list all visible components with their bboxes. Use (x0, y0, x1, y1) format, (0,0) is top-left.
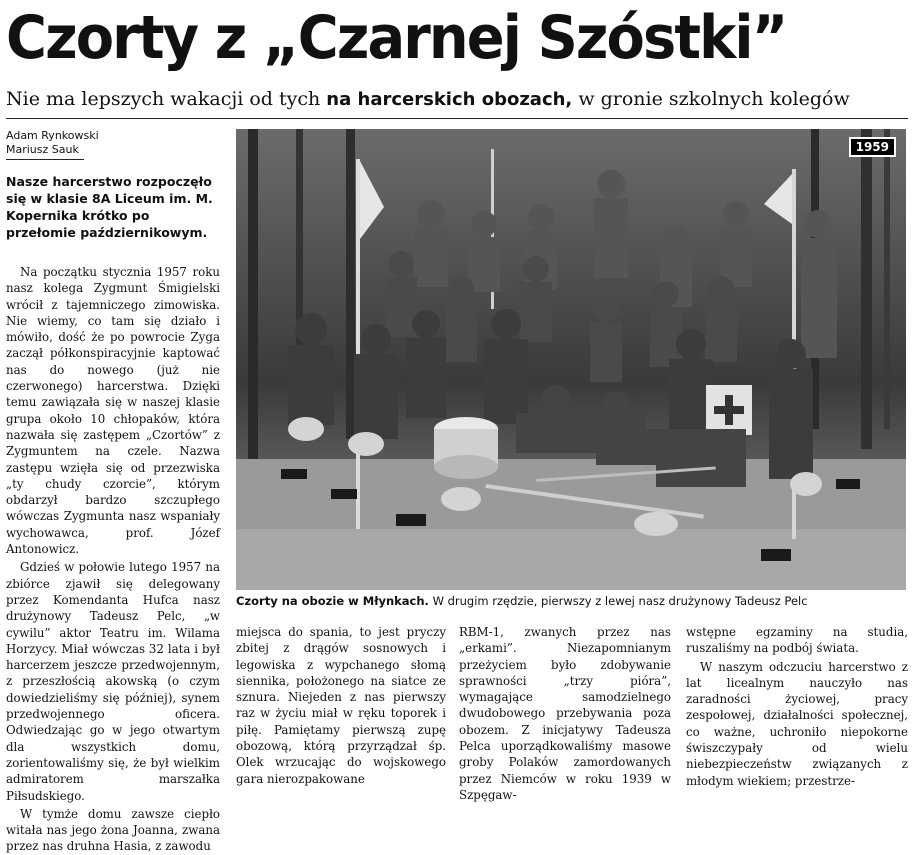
byline (6, 129, 206, 160)
caption-bold: Czorty na obozie w Młynkach. (236, 594, 429, 608)
paragraph: Gdzieś w połowie lutego 1957 na zbiórce zjawił się delegowany przez Komendanta Hufca nasz drużynowy Tadeusz Pelc, „w cywilu” aktor Teatru im. Wilama Horzycy. Miał wówczas 32 lata i był harcerzem jeszcze przedwojennym, z przeszłością akowską (o czym dowiedzieliśmy się później), synem przedwojennego oficera. Odwiedzając go w jego otwartym dla wszystkich domu, zorientowaliśmy się, że był wielkim admiratorem marszałka Piłsudskiego. (6, 560, 220, 803)
caption-text: W drugim rzędzie, pierwszy z lewej nasz drużynowy Tadeusz Pelc (428, 594, 808, 608)
paragraph: wstępne egzaminy na studia, ruszaliśmy na podbój świata. (686, 625, 908, 656)
photo-caption (236, 593, 906, 609)
byline-divider (6, 159, 84, 160)
year-badge: 1959 (849, 137, 896, 157)
paragraph: W naszym odczuciu harcerstwo z lat licealnym nauczyło nas zaradności życiowej, pracy zespołowej, działalności społecznej, co ważne, uchroniło niepokorne świszczypały od wielu niebezpieczeństw związanych z młodym wiekiem; przestrze- (686, 659, 908, 788)
author-name: Mariusz Sauk (6, 143, 79, 156)
subhead-post: w gronie szkolnych kolegów (572, 88, 850, 110)
paragraph: miejsca do spania, to jest pryczy zbitej z drągów sosnowych i legowiska z wypchanego słomą siennika, położonego na siatce ze sznura. Niejeden z nas pierwszy raz w życiu miał w ręku toporek i piłę. Pamiętamy pierwszą zupę obozową, którą przyrządzał śp. Olek wrzucając do wojskowego gara nierozpakowane (236, 625, 446, 786)
subhead-bold: na harcerskich obozach, (326, 89, 573, 110)
subhead-pre: Nie ma lepszych wakacji od tych (6, 88, 327, 110)
article-column-2 (236, 624, 446, 786)
photo-illustration (236, 129, 906, 590)
headline: Czorty z „Czarnej Szóstki” (6, 3, 787, 73)
author-name: Adam Rynkowski (6, 129, 99, 142)
article-column-1 (6, 264, 220, 854)
paragraph: RBM-1, zwanych przez nas „erkami”. Niezapomnianym przeżyciem było zdobywanie sprawności „trzy pióra”, wymagające samodzielnego dwudobowego przebywania poza obozem. Z inicjatywy Tadeusza Pelca uporządkowaliśmy masowe groby Polaków zamordowanych przez Niemców w roku 1939 w Szpęgaw- (459, 625, 671, 802)
article-column-3 (459, 624, 671, 802)
subheadline (6, 87, 906, 112)
article-column-4 (686, 624, 908, 788)
paragraph: W tymże domu zawsze ciepło witała nas jego żona Joanna, zwana przez nas druhna Hasia, z zawodu (6, 806, 220, 854)
paragraph: Na początku stycznia 1957 roku nasz kolega Zygmunt Śmigielski wrócił z tajemniczego zimowiska. Nie wiemy, co tam się działo i mówiło, dość że po powrocie Zyga zaczął półkonspiracyjnie kaptować nas do nowego (już nie czerwonego) harcerstwa. Dzięki temu zawiązała się w naszej klasie grupa około 10 chłopaków, która nazwała się zastępem „Czortów” z Zygmuntem na czele. Nazwa zastępu wzięła się od przezwiska „ty chudy czorcie”, którym obdarzył bardzo szczupłego wówczas Zygmunta nasz wspaniały wychowawca, prof. Józef Antonowicz. (6, 265, 220, 557)
header-divider (6, 118, 908, 119)
lead-paragraph: Nasze harcerstwo rozpoczęło się w klasie 8A Liceum im. M. Kopernika krótko po przełomie październikowym. (6, 174, 213, 240)
group-photo (236, 129, 906, 590)
